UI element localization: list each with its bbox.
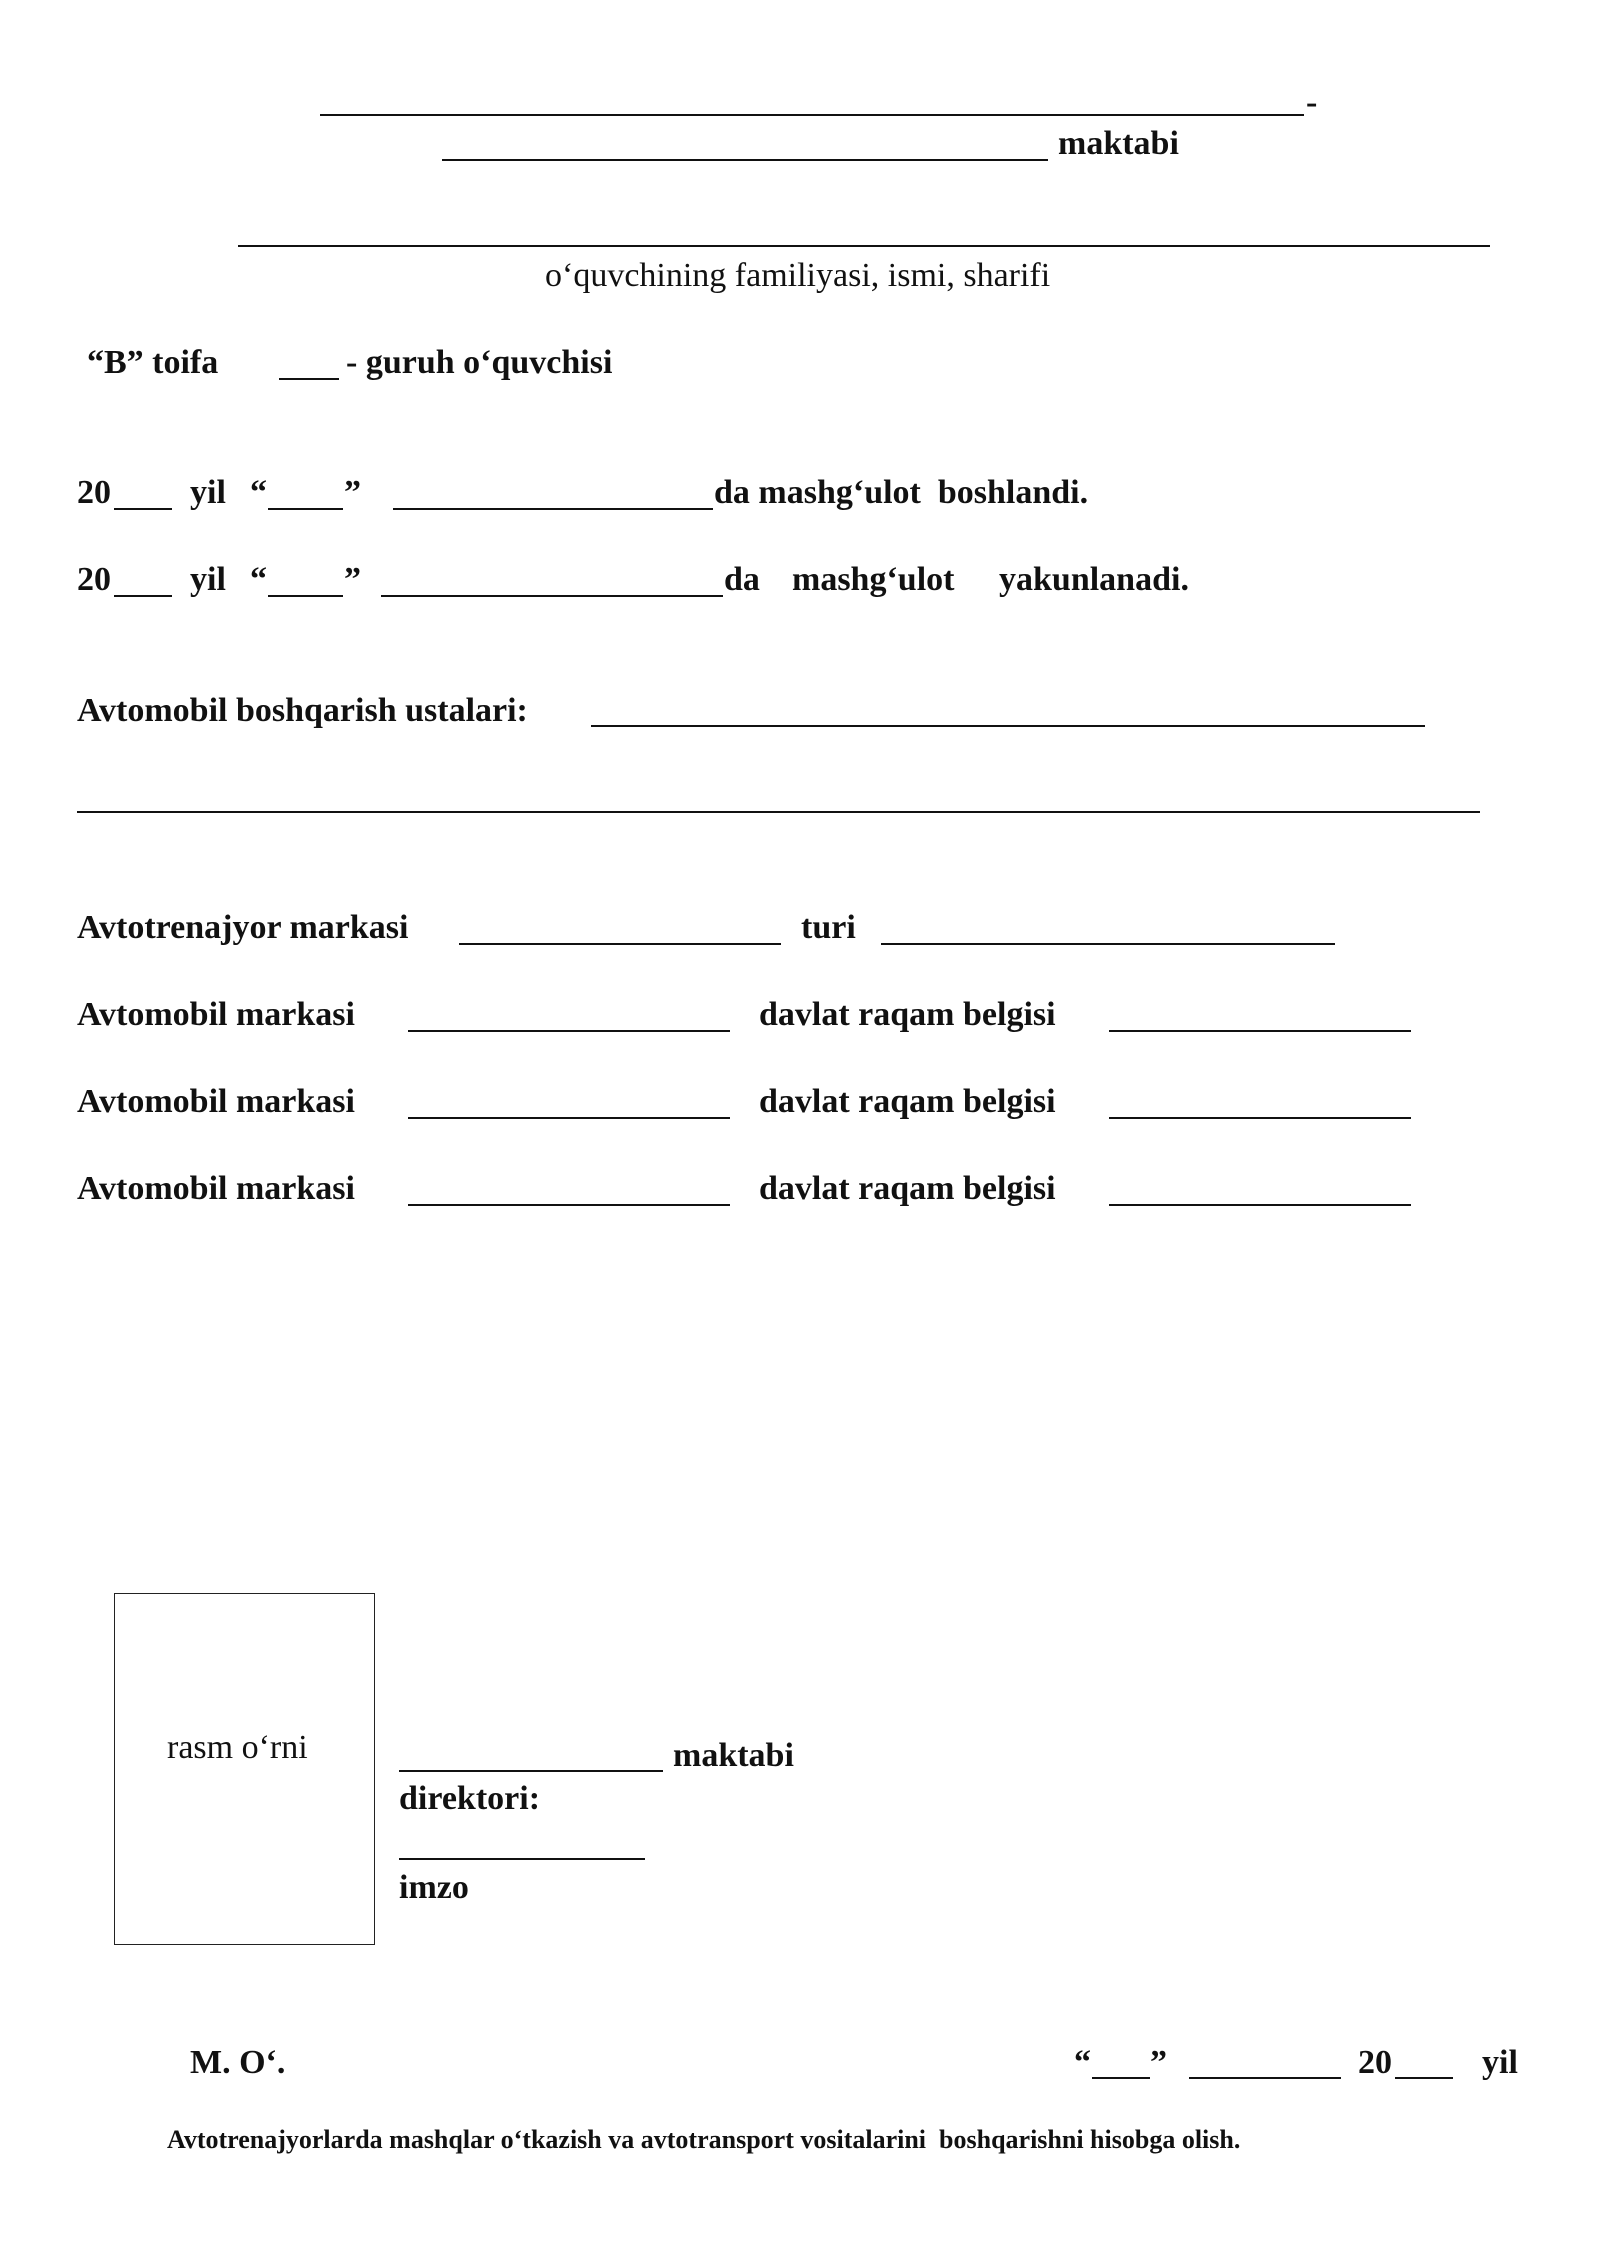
end-yakunlanadi-text: yakunlanadi.	[999, 561, 1189, 598]
instructors-label: Avtomobil boshqarish ustalari:	[77, 692, 528, 729]
car-plate-label-2: davlat raqam belgisi	[759, 1083, 1056, 1120]
school-name-blank[interactable]	[442, 159, 1048, 161]
start-day-blank[interactable]	[268, 508, 343, 510]
seal-label: M. O‘.	[190, 2044, 286, 2081]
group-number-blank[interactable]	[279, 378, 339, 380]
simulator-type-label: turi	[801, 909, 856, 946]
end-open-quote: “	[250, 561, 267, 598]
region-name-blank[interactable]	[320, 114, 1304, 116]
photo-caption: rasm o‘rni	[167, 1729, 308, 1766]
footer-day-blank[interactable]	[1092, 2077, 1150, 2079]
car-brand-blank-2[interactable]	[408, 1117, 730, 1119]
car-brand-label-1: Avtomobil markasi	[77, 996, 355, 1033]
simulator-label: Avtotrenajyor markasi	[77, 909, 409, 946]
director-title: direktori:	[399, 1780, 541, 1817]
start-open-quote: “	[250, 474, 267, 511]
end-da-text: da	[724, 561, 760, 598]
end-month-blank[interactable]	[381, 595, 723, 597]
car-brand-label-2: Avtomobil markasi	[77, 1083, 355, 1120]
start-date-text: da mashg‘ulot boshlandi.	[714, 474, 1089, 511]
car-plate-label-3: davlat raqam belgisi	[759, 1170, 1056, 1207]
car-brand-blank-1[interactable]	[408, 1030, 730, 1032]
document-bottom-title: Avtotrenajyorlarda mashqlar o‘tkazish va avtotransport vositalarini boshqarishni hisobga olish.	[167, 2125, 1241, 2154]
end-year-blank[interactable]	[114, 595, 172, 597]
signature-blank[interactable]	[399, 1858, 645, 1860]
photo-placeholder	[114, 1593, 375, 1945]
footer-open-quote: “	[1074, 2044, 1091, 2081]
car-plate-blank-3[interactable]	[1109, 1204, 1411, 1206]
start-close-quote: ”	[344, 474, 361, 511]
director-school-suffix: maktabi	[673, 1737, 794, 1774]
signature-label: imzo	[399, 1869, 469, 1906]
instructors-blank-2[interactable]	[77, 811, 1480, 813]
car-plate-label-1: davlat raqam belgisi	[759, 996, 1056, 1033]
simulator-type-blank[interactable]	[881, 943, 1335, 945]
footer-year-blank[interactable]	[1395, 2077, 1453, 2079]
instructors-blank-1[interactable]	[591, 725, 1425, 727]
header-dash: -	[1306, 84, 1318, 121]
start-year-blank[interactable]	[114, 508, 172, 510]
end-year-word: yil	[190, 561, 226, 598]
director-school-blank[interactable]	[399, 1770, 663, 1772]
end-day-blank[interactable]	[268, 595, 343, 597]
start-year-prefix: 20	[77, 474, 111, 511]
school-suffix-label: maktabi	[1058, 125, 1179, 162]
car-brand-label-3: Avtomobil markasi	[77, 1170, 355, 1207]
car-brand-blank-3[interactable]	[408, 1204, 730, 1206]
end-close-quote: ”	[344, 561, 361, 598]
simulator-brand-blank[interactable]	[459, 943, 781, 945]
end-mashgulot-text: mashg‘ulot	[792, 561, 955, 598]
student-name-caption: o‘quvchining familiyasi, ismi, sharifi	[545, 257, 1051, 294]
group-suffix-label: - guruh o‘quvchisi	[346, 344, 613, 381]
footer-month-blank[interactable]	[1189, 2077, 1341, 2079]
footer-close-quote: ”	[1150, 2044, 1167, 2081]
start-year-word: yil	[190, 474, 226, 511]
footer-year-prefix: 20	[1358, 2044, 1392, 2081]
footer-year-word: yil	[1482, 2044, 1518, 2081]
student-name-blank[interactable]	[238, 245, 1490, 247]
end-year-prefix: 20	[77, 561, 111, 598]
start-month-blank[interactable]	[393, 508, 713, 510]
car-plate-blank-1[interactable]	[1109, 1030, 1411, 1032]
category-label: “B” toifa	[87, 344, 219, 381]
car-plate-blank-2[interactable]	[1109, 1117, 1411, 1119]
